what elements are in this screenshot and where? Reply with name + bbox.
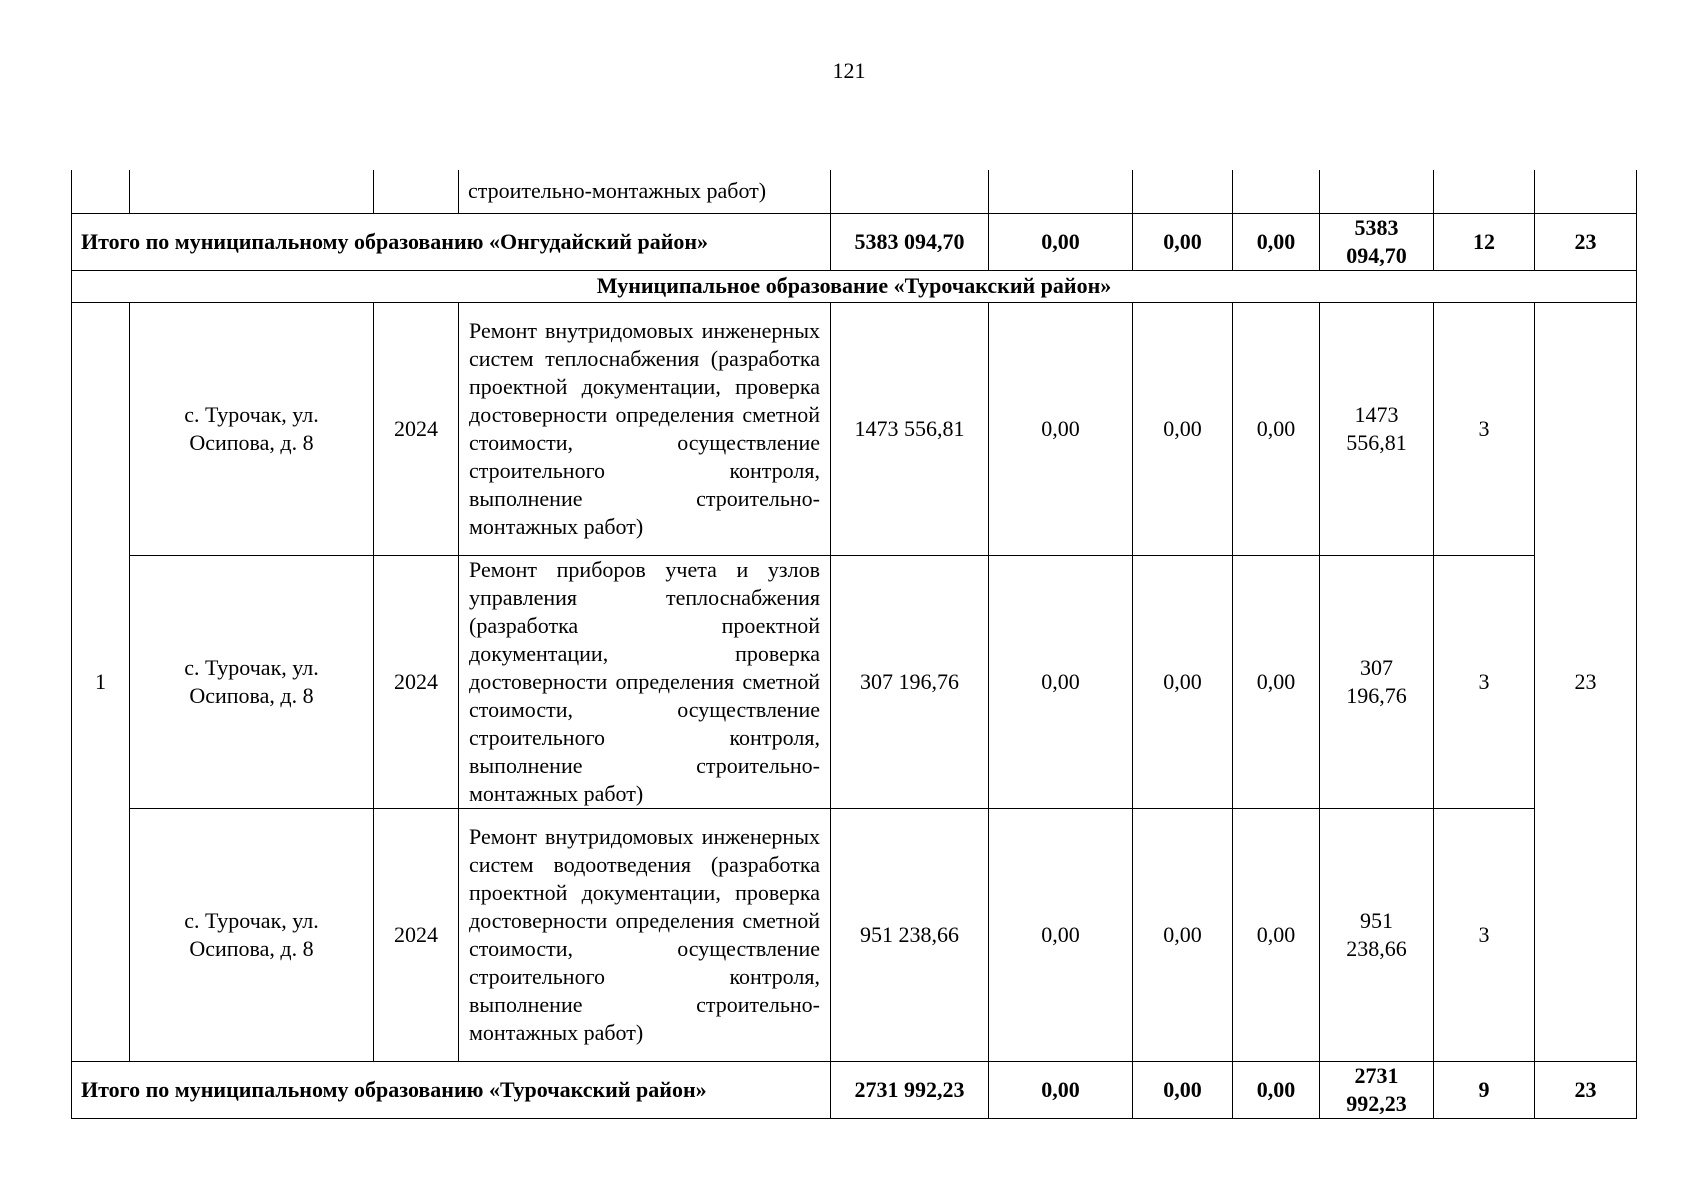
cost-col3-cell: 0,00 <box>1233 808 1320 1061</box>
row-number: 1 <box>72 302 130 1061</box>
max-months-cell: 23 <box>1535 302 1637 1061</box>
cell-empty <box>72 170 130 213</box>
cell-empty <box>1233 170 1320 213</box>
cost-col2-cell: 0,00 <box>1133 302 1233 555</box>
table-row <box>72 302 1637 555</box>
cost-col2-cell: 0,00 <box>1133 555 1233 808</box>
subtotal-max-months: 23 <box>1535 213 1637 270</box>
cell-empty <box>130 170 374 213</box>
fund-cost-cell: 951 238,66 <box>1320 808 1434 1061</box>
page-number: 121 <box>832 58 866 83</box>
subtotal-max-months: 23 <box>1535 1061 1637 1118</box>
section-header-row <box>72 270 1637 302</box>
table-row <box>72 555 1637 808</box>
total-cost-cell: 307 196,76 <box>831 555 989 808</box>
months-cell: 3 <box>1434 808 1535 1061</box>
cost-col3-cell: 0,00 <box>1233 302 1320 555</box>
cost-col3-cell: 0,00 <box>1233 555 1320 808</box>
table-row <box>72 808 1637 1061</box>
total-cost-cell: 1473 556,81 <box>831 302 989 555</box>
year-cell: 2024 <box>374 555 459 808</box>
work-description: Ремонт приборов учета и узлов управления теплоснабжения (разработка проектной документации, проверка достоверности определения сметной стоимости, осуществление строительного контроля, выполнение строительно-монтажных работ) <box>459 555 831 808</box>
subtotal-c3: 0,00 <box>1233 213 1320 270</box>
repair-program-table <box>71 170 1637 1119</box>
year-cell: 2024 <box>374 302 459 555</box>
work-description: Ремонт внутридомовых инженерных систем теплоснабжения (разработка проектной документации, проверка достоверности определения сметной стоимости, осуществление строительного контроля, выполнение строительно-монтажных работ) <box>459 302 831 555</box>
cell-empty <box>831 170 989 213</box>
cell-empty <box>989 170 1133 213</box>
subtotal-c2: 0,00 <box>1133 213 1233 270</box>
subtotal-label: Итого по муниципальному образованию «Онгудайский район» <box>72 213 831 270</box>
total-cost-cell: 951 238,66 <box>831 808 989 1061</box>
months-cell: 3 <box>1434 302 1535 555</box>
work-description: строительно-монтажных работ) <box>459 170 831 213</box>
subtotal-total: 2731 992,23 <box>831 1061 989 1118</box>
section-header: Муниципальное образование «Турочакский район» <box>72 270 1637 302</box>
fund-cost-cell: 1473 556,81 <box>1320 302 1434 555</box>
address-cell: с. Турочак, ул. Осипова, д. 8 <box>130 555 374 808</box>
cell-empty <box>1434 170 1535 213</box>
subtotal-fund: 5383 094,70 <box>1320 213 1434 270</box>
subtotal-c3: 0,00 <box>1233 1061 1320 1118</box>
subtotal-months: 9 <box>1434 1061 1535 1118</box>
fund-cost-cell: 307 196,76 <box>1320 555 1434 808</box>
cell-empty <box>1320 170 1434 213</box>
subtotal-c2: 0,00 <box>1133 1061 1233 1118</box>
address-cell: с. Турочак, ул. Осипова, д. 8 <box>130 808 374 1061</box>
year-cell: 2024 <box>374 808 459 1061</box>
cell-empty <box>1133 170 1233 213</box>
cost-col1-cell: 0,00 <box>989 302 1133 555</box>
subtotal-c1: 0,00 <box>989 213 1133 270</box>
work-description: Ремонт внутридомовых инженерных систем водоотведения (разработка проектной документации, проверка достоверности определения сметной стоимости, осуществление строительного контроля, выполнение строительно-монтажных работ) <box>459 808 831 1061</box>
cell-empty <box>1535 170 1637 213</box>
subtotal-total: 5383 094,70 <box>831 213 989 270</box>
subtotal-row-turochak <box>72 1061 1637 1118</box>
subtotal-fund: 2731 992,23 <box>1320 1061 1434 1118</box>
cost-col1-cell: 0,00 <box>989 808 1133 1061</box>
address-cell: с. Турочак, ул. Осипова, д. 8 <box>130 302 374 555</box>
subtotal-c1: 0,00 <box>989 1061 1133 1118</box>
cost-col2-cell: 0,00 <box>1133 808 1233 1061</box>
continuation-row <box>72 170 1637 213</box>
months-cell: 3 <box>1434 555 1535 808</box>
subtotal-row-ongudai <box>72 213 1637 270</box>
cell-empty <box>374 170 459 213</box>
cost-col1-cell: 0,00 <box>989 555 1133 808</box>
subtotal-label: Итого по муниципальному образованию «Турочакский район» <box>72 1061 831 1118</box>
subtotal-months: 12 <box>1434 213 1535 270</box>
